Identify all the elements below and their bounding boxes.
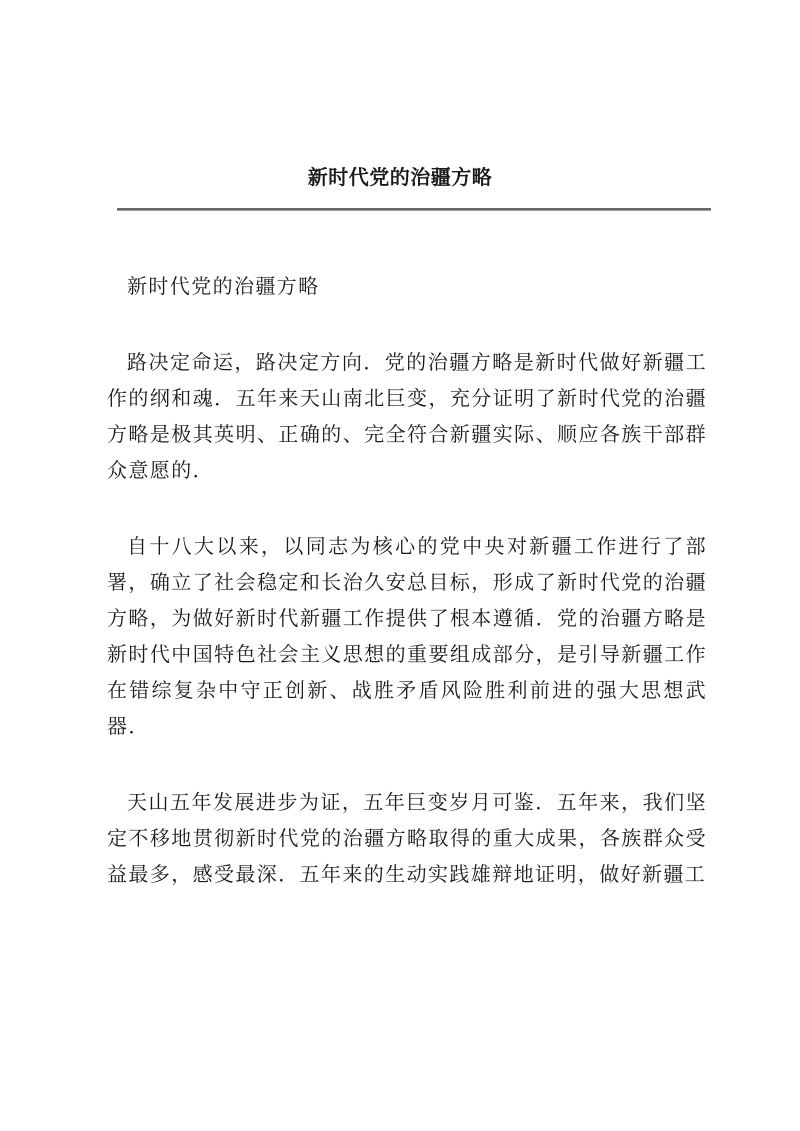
title-divider	[117, 208, 711, 211]
document-body	[107, 268, 707, 932]
document-title: 新时代党的治疆方略	[307, 165, 493, 189]
paragraph: 路决定命运，路决定方向．党的治疆方略是新时代做好新疆工作的纲和魂．五年来天山南北巨变，充分证明了新时代党的治疆方略是极其英明、正确的、完全符合新疆实际、顺应各族干部群众意愿的．	[107, 350, 707, 482]
paragraph: 自十八大以来，以同志为核心的党中央对新疆工作进行了部署，确立了社会稳定和长治久安总目标，形成了新时代党的治疆方略，为做好新时代新疆工作提供了根本遵循．党的治疆方略是新时代中国特色社会主义思想的重要组成部分，是引导新疆工作在错综复杂中守正创新、战胜矛盾风险胜利前进的强大思想武器．	[107, 534, 707, 738]
paragraph: 天山五年发展进步为证，五年巨变岁月可鉴．五年来，我们坚定不移地贯彻新时代党的治疆方略取得的重大成果，各族群众受益最多，感受最深．五年来的生动实践雄辩地证明，做好新疆工	[107, 790, 707, 886]
paragraph-subtitle: 新时代党的治疆方略	[127, 274, 320, 298]
